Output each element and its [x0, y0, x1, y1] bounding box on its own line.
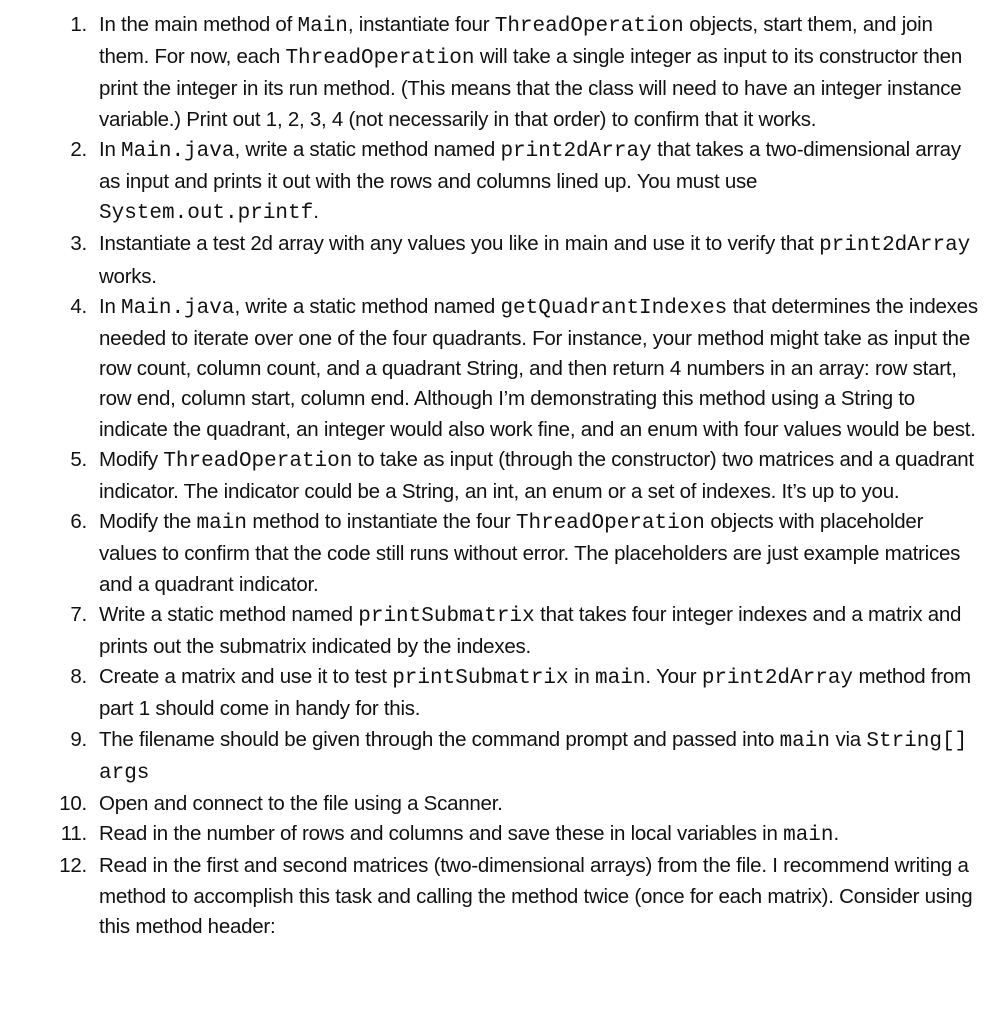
code-identifier: print2dArray: [701, 667, 854, 691]
step-number: 1.: [70, 13, 87, 36]
step-text: The filename should be given through the command prompt and passed into: [99, 727, 780, 751]
step-item-12: [0, 851, 997, 942]
code-identifier: main: [595, 667, 646, 691]
code-identifier: Main.java: [121, 139, 235, 163]
code-identifier: printSubmatrix: [358, 604, 535, 628]
step-item-10: [0, 789, 997, 819]
step-number: 10.: [59, 792, 87, 816]
step-item-7: [0, 600, 997, 662]
step-text: In the main method of: [99, 13, 298, 36]
step-text: In: [99, 137, 122, 161]
step-number: 3.: [70, 232, 87, 256]
code-identifier: main: [783, 824, 834, 848]
step-item-11: [0, 819, 997, 851]
numbered-step-list: [0, 10, 997, 942]
step-number: 5.: [70, 447, 87, 471]
step-text: Write a static method named: [99, 602, 359, 626]
step-text: that takes a two-dimensional array as input and prints it out with the rows and columns lined up. You must use: [99, 137, 961, 194]
step-text: .: [313, 200, 319, 224]
step-number: 7.: [70, 602, 87, 626]
step-text: , instantiate four: [347, 13, 495, 36]
step-item-2: [0, 135, 997, 230]
instructions-document: [0, 10, 997, 942]
code-identifier: print2dArray: [819, 234, 971, 258]
code-identifier: ThreadOperation: [515, 512, 705, 536]
code-identifier: print2dArray: [500, 139, 652, 163]
code-identifier: ThreadOperation: [163, 449, 353, 473]
step-text: Read in the number of rows and columns and save these in local variables in: [99, 822, 784, 846]
step-text: Read in the first and second matrices (two-dimensional arrays) from the file. I recommend writing a method to accomplish this task and calling the method twice (once for each matrix). Consider using this method header:: [99, 854, 973, 938]
step-number: 6.: [70, 510, 87, 534]
step-text: Create a matrix and use it to test: [99, 665, 393, 689]
step-text: , write a static method named: [234, 137, 501, 161]
step-text: Instantiate a test 2d array with any values you like in main and use it to verify that: [99, 232, 820, 256]
step-text: .: [833, 822, 839, 846]
code-identifier: main: [196, 512, 247, 536]
code-identifier: Main.java: [121, 296, 235, 320]
code-identifier: System.out.printf: [99, 202, 314, 226]
step-number: 12.: [59, 854, 87, 878]
step-text: in: [568, 665, 595, 689]
code-identifier: ThreadOperation: [285, 47, 475, 71]
step-item-3: [0, 229, 997, 291]
step-item-4: [0, 292, 997, 445]
step-text: method to instantiate the four: [246, 510, 516, 534]
step-item-8: [0, 662, 997, 724]
step-text: Open and connect to the file using a Scanner.: [99, 792, 503, 816]
code-identifier: main: [779, 729, 830, 753]
step-number: 8.: [70, 665, 87, 689]
step-number: 2.: [70, 137, 87, 161]
step-text: , write a static method named: [234, 294, 501, 318]
step-text: via: [830, 727, 867, 751]
step-text: In: [99, 294, 122, 318]
step-text: Modify: [99, 447, 164, 471]
step-item-6: [0, 507, 997, 600]
step-item-1: [0, 10, 997, 135]
code-identifier: Main: [297, 15, 348, 38]
step-number: 4.: [70, 294, 87, 318]
code-identifier: getQuadrantIndexes: [500, 296, 728, 320]
step-text: method from part 1 should come in handy for this.: [99, 665, 971, 721]
step-text: objects, start them, and join them. For now, each: [99, 13, 933, 69]
step-number: 9.: [70, 727, 87, 751]
step-text: that determines the indexes needed to iterate over one of the four quadrants. For instance, your method might take as input the row count, column count, and a quadrant String, and then return 4 numbers in an array: row start, row end, column start, column end. Although I’m demonstrating this method using a String to indicate the quadrant, an integer would also work fine, and an enum with four values would be best.: [99, 294, 978, 441]
step-text: to take as input (through the constructor) two matrices and a quadrant indicator. The indicator could be a String, an int, an enum or a set of indexes. It’s up to you.: [99, 447, 974, 504]
step-number: 11.: [60, 822, 87, 846]
code-identifier: printSubmatrix: [392, 667, 569, 691]
code-identifier: String[] args: [99, 729, 968, 785]
step-text: Modify the: [99, 510, 197, 534]
step-text: will take a single integer as input to its constructor then print the integer in its run method. (This means that the class will need to have an integer instance variable.) Print out 1, 2, 3, 4 (not necessarily in that order) to confirm that it works.: [99, 45, 962, 131]
step-text: . Your: [645, 665, 702, 689]
code-identifier: ThreadOperation: [494, 15, 684, 38]
step-text: works.: [99, 264, 157, 288]
step-item-5: [0, 445, 997, 507]
step-item-9: [0, 725, 997, 789]
step-text: objects with placeholder values to confirm that the code still runs without error. The placeholders are just example matrices and a quadrant indicator.: [99, 510, 961, 596]
step-text: that takes four integer indexes and a matrix and prints out the submatrix indicated by the indexes.: [99, 602, 962, 659]
